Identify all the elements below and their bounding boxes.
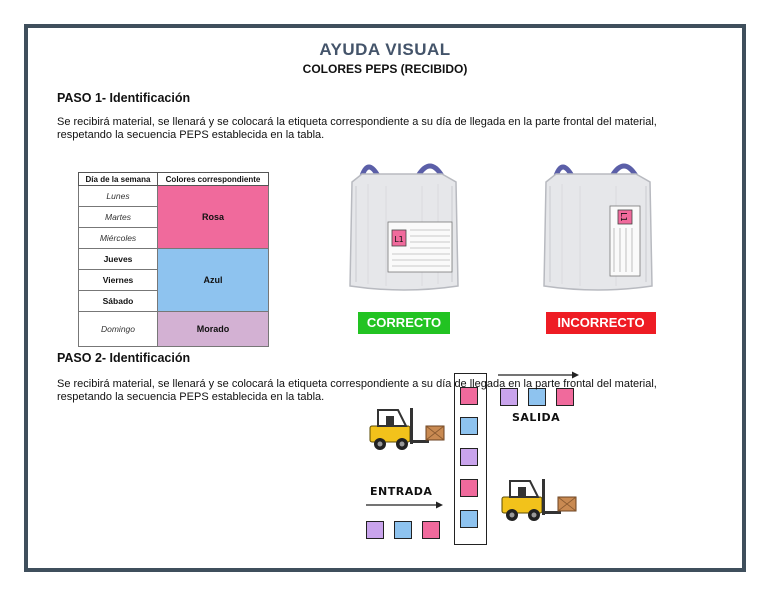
step2-text-line2: respetando la secuencia PEPS establecida en la tabla. <box>57 391 325 403</box>
step1-heading: PASO 1- Identificación <box>57 91 191 105</box>
rack-box-pink <box>460 479 478 497</box>
entry-label: ENTRADA <box>370 485 433 498</box>
day-cell: Lunes <box>79 186 158 207</box>
step2-paragraph <box>57 378 717 404</box>
document-title: AYUDA VISUAL <box>319 40 451 59</box>
step1-text-line1: Se recibirá material, se llenará y se colocará la etiqueta correspondiente a su día de llegada en la parte frontal del material, <box>57 116 657 128</box>
day-cell: Domingo <box>79 312 158 347</box>
day-cell: Miércoles <box>79 228 158 249</box>
table-row <box>79 312 269 347</box>
entry-box-purple <box>366 521 384 539</box>
bag-incorrect-image <box>532 156 662 294</box>
exit-arrow-icon <box>498 370 580 380</box>
color-cell-azul: Azul <box>158 249 269 312</box>
color-cell-morado: Morado <box>158 312 269 347</box>
color-cell-rosa: Rosa <box>158 186 269 249</box>
step1-text-line2: respetando la secuencia PEPS establecida en la tabla. <box>57 129 325 141</box>
document-frame <box>24 24 746 572</box>
day-cell: Martes <box>79 207 158 228</box>
table-header-color: Colores correspondiente <box>158 173 269 186</box>
day-cell: Jueves <box>79 249 158 270</box>
days-color-table <box>78 172 269 347</box>
forklift-icon <box>368 404 446 452</box>
day-cell: Sábado <box>79 291 158 312</box>
day-cell: Viernes <box>79 270 158 291</box>
document-subtitle: COLORES PEPS (RECIBIDO) <box>302 62 468 76</box>
bag-correct-image <box>338 156 468 294</box>
rack-box-blue <box>460 510 478 528</box>
table-row <box>79 249 269 270</box>
forklift-icon <box>500 475 578 523</box>
exit-label: SALIDA <box>512 411 561 424</box>
step2-heading: PASO 2- Identificación <box>57 351 191 365</box>
table-row <box>79 186 269 207</box>
step1-paragraph <box>57 116 717 142</box>
entry-box-blue <box>394 521 412 539</box>
rack-box-blue <box>460 417 478 435</box>
incorrect-badge: INCORRECTO <box>546 312 656 334</box>
bag-incorrect-tag-text: L1 <box>619 212 628 222</box>
rack-box-purple <box>460 448 478 466</box>
entry-box-pink <box>422 521 440 539</box>
correct-badge: CORRECTO <box>358 312 450 334</box>
step2-text-line1: Se recibirá material, se llenará y se colocará la etiqueta correspondiente a su día de llegada en la parte frontal del material, <box>57 378 657 390</box>
bag-correct-tag-text: L1 <box>394 235 404 244</box>
entry-arrow-icon <box>366 500 444 510</box>
table-header-day: Día de la semana <box>79 173 158 186</box>
